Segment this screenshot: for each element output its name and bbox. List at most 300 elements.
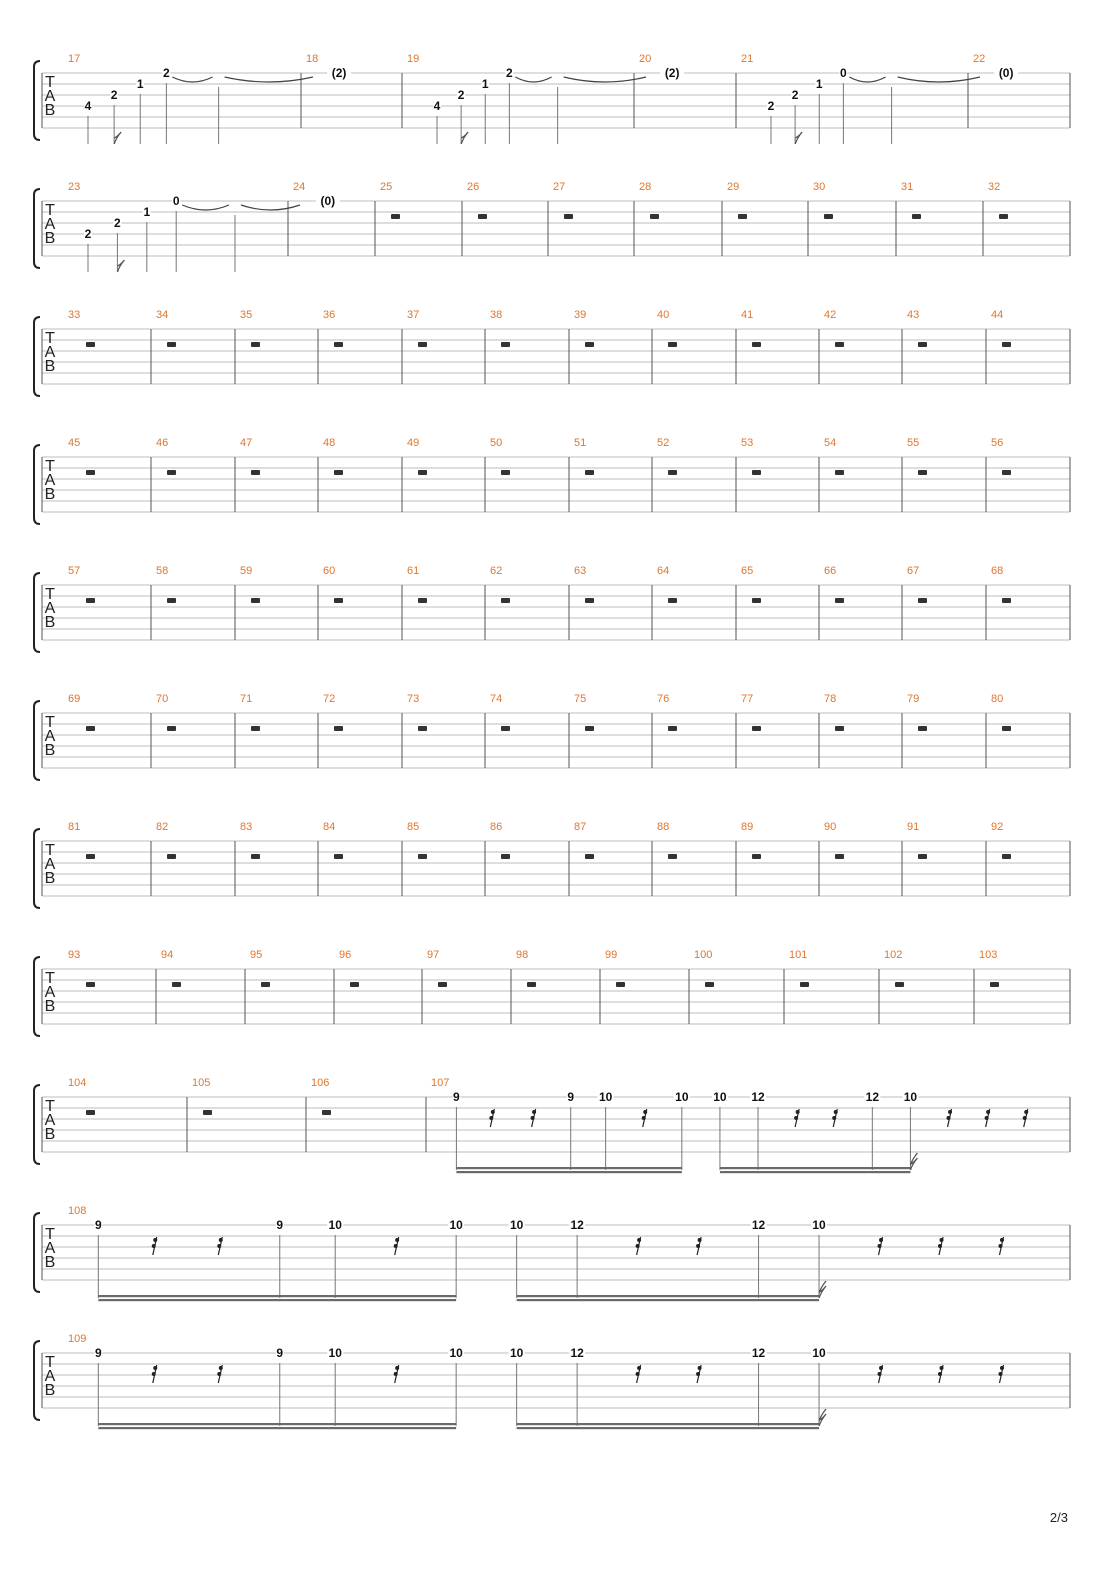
tab-clef-letter: B: [44, 614, 56, 631]
whole-rest: [738, 214, 747, 219]
sixteenth-rest-dot: [998, 1372, 1002, 1376]
fret-number: 10: [328, 1346, 342, 1360]
whole-rest: [86, 854, 95, 859]
measure-number: 85: [407, 821, 420, 833]
whole-rest: [418, 470, 427, 475]
sixteenth-rest-dot: [696, 1244, 700, 1248]
fret-number: 10: [598, 1090, 613, 1104]
tab-clef-letter: A: [44, 1112, 56, 1129]
tab-clef-letter: B: [44, 1126, 56, 1143]
fret-number: 1: [481, 77, 489, 91]
fret-number: 4: [433, 99, 441, 113]
measure-number: 23: [68, 181, 81, 193]
fret-number: 10: [675, 1090, 689, 1104]
tab-clef-letter: B: [44, 102, 56, 119]
measure-number: 76: [657, 693, 670, 705]
fret-number: 2: [163, 66, 170, 80]
whole-rest: [918, 598, 927, 603]
measure-number: 90: [824, 821, 837, 833]
fret-number: 2: [457, 88, 465, 102]
measure-number: 59: [240, 565, 253, 577]
whole-rest: [167, 470, 176, 475]
fret-number: 9: [276, 1346, 284, 1360]
measure-number: 57: [68, 565, 81, 577]
sixteenth-rest-dot: [985, 1116, 989, 1120]
tie-arc: [225, 77, 313, 82]
system-bracket: [34, 1341, 40, 1420]
measure-number: 42: [824, 309, 837, 321]
note-flag: [910, 1158, 917, 1170]
tab-clef-letter: A: [44, 216, 56, 233]
fret-number: 2: [110, 88, 118, 102]
tab-system: [34, 309, 1070, 396]
tab-system: [34, 53, 1070, 144]
fret-number: 10: [812, 1346, 826, 1360]
sixteenth-rest-dot: [796, 1110, 800, 1114]
whole-rest: [334, 598, 343, 603]
sixteenth-rest-dot: [938, 1244, 942, 1248]
whole-rest: [501, 726, 510, 731]
fret-number: 12: [865, 1090, 880, 1104]
measure-number: 31: [901, 181, 914, 193]
fret-number: (2): [331, 66, 347, 80]
tab-clef-letter: A: [44, 1240, 56, 1257]
sixteenth-rest-dot: [698, 1366, 702, 1370]
tab-clef-letter: T: [45, 842, 55, 859]
whole-rest: [391, 214, 400, 219]
measure-number: 24: [293, 181, 306, 193]
measure-number: 89: [741, 821, 754, 833]
whole-rest: [918, 726, 927, 731]
fret-number: 12: [751, 1090, 765, 1104]
measure-number: 107: [431, 1077, 450, 1089]
whole-rest: [418, 854, 427, 859]
fret-number: (0): [320, 194, 336, 208]
measure-number: 88: [657, 821, 670, 833]
fret-number: 12: [751, 1346, 766, 1360]
sixteenth-rest-dot: [1024, 1110, 1028, 1114]
measure-number: 60: [323, 565, 336, 577]
sixteenth-rest-dot: [636, 1244, 640, 1248]
tab-system: [34, 1333, 1070, 1429]
tab-clef-letter: A: [44, 472, 56, 489]
measure-number: 74: [490, 693, 503, 705]
tab-clef-letter: A: [44, 88, 56, 105]
whole-rest: [895, 982, 904, 987]
beam-secondary: [456, 1171, 681, 1173]
measure-number: 101: [789, 949, 808, 961]
whole-rest: [564, 214, 573, 219]
fret-number: 1: [143, 205, 151, 219]
measure-number: 106: [311, 1077, 330, 1089]
note-flag: [117, 260, 124, 272]
tab-clef-letter: B: [44, 1382, 56, 1399]
tab-clef-letter: T: [45, 458, 55, 475]
measure-number: 66: [824, 565, 837, 577]
system-bracket: [34, 1085, 40, 1164]
beam-secondary: [720, 1171, 911, 1173]
whole-rest: [418, 726, 427, 731]
system-bracket: [34, 573, 40, 652]
tab-clef-letter: T: [45, 1354, 55, 1371]
measure-number: 54: [824, 437, 837, 449]
fret-number: 0: [172, 194, 180, 208]
whole-rest: [501, 598, 510, 603]
measure-number: 78: [824, 693, 837, 705]
fret-number: 1: [136, 77, 144, 91]
tab-system: [34, 437, 1070, 524]
measure-number: 93: [68, 949, 81, 961]
tab-clef-letter: B: [44, 870, 56, 887]
whole-rest: [835, 342, 844, 347]
tie-arc: [515, 77, 551, 82]
whole-rest: [824, 214, 833, 219]
sixteenth-rest-dot: [938, 1372, 942, 1376]
system-bracket: [34, 189, 40, 268]
whole-rest: [585, 470, 594, 475]
tab-clef-letter: T: [45, 586, 55, 603]
fret-number: 4: [84, 99, 92, 113]
whole-rest: [1002, 470, 1011, 475]
measure-number: 41: [741, 309, 754, 321]
whole-rest: [585, 726, 594, 731]
tab-clef-letter: B: [44, 1254, 56, 1271]
tab-clef-letter: A: [44, 1368, 56, 1385]
measure-number: 71: [240, 693, 253, 705]
measure-number: 97: [427, 949, 440, 961]
measure-number: 53: [741, 437, 754, 449]
measure-number: 92: [991, 821, 1004, 833]
measure-number: 26: [467, 181, 480, 193]
whole-rest: [251, 854, 260, 859]
fret-number: 10: [509, 1218, 524, 1232]
measure-number: 94: [161, 949, 174, 961]
sixteenth-rest-dot: [217, 1244, 221, 1248]
measure-number: 108: [68, 1205, 87, 1217]
whole-rest: [501, 854, 510, 859]
whole-rest: [86, 982, 95, 987]
whole-rest: [918, 854, 927, 859]
sixteenth-rest-dot: [491, 1110, 495, 1114]
measure-number: 72: [323, 693, 336, 705]
system-bracket: [34, 445, 40, 524]
tie-arc: [241, 205, 300, 210]
measure-number: 68: [991, 565, 1004, 577]
fret-number: 9: [453, 1090, 460, 1104]
measure-number: 91: [907, 821, 920, 833]
whole-rest: [251, 342, 260, 347]
sixteenth-rest-dot: [637, 1366, 641, 1370]
fret-number: 10: [713, 1090, 727, 1104]
tab-clef-letter: T: [45, 1098, 55, 1115]
sixteenth-rest-dot: [636, 1372, 640, 1376]
sixteenth-rest-dot: [532, 1110, 536, 1114]
whole-rest: [668, 854, 677, 859]
measure-number: 55: [907, 437, 920, 449]
tab-clef-letter: B: [44, 230, 56, 247]
fret-number: 1: [815, 77, 823, 91]
fret-number: 10: [449, 1218, 463, 1232]
measure-number: 83: [240, 821, 253, 833]
fret-number: 2: [767, 99, 775, 113]
measure-number: 21: [741, 53, 754, 65]
measure-number: 69: [68, 693, 81, 705]
sixteenth-rest-dot: [832, 1116, 836, 1120]
whole-rest: [585, 598, 594, 603]
tab-system: [34, 1205, 1070, 1301]
tie-arc: [172, 77, 212, 82]
measure-number: 81: [68, 821, 81, 833]
beam-primary: [98, 1295, 456, 1297]
sixteenth-rest-dot: [642, 1116, 646, 1120]
whole-rest: [1002, 342, 1011, 347]
measure-number: 77: [741, 693, 754, 705]
system-bracket: [34, 1213, 40, 1292]
whole-rest: [835, 726, 844, 731]
whole-rest: [912, 214, 921, 219]
whole-rest: [668, 342, 677, 347]
measure-number: 84: [323, 821, 336, 833]
whole-rest: [167, 854, 176, 859]
whole-rest: [616, 982, 625, 987]
fret-number: 9: [567, 1090, 575, 1104]
whole-rest: [501, 342, 510, 347]
fret-number: 12: [751, 1218, 766, 1232]
tab-clef-letter: T: [45, 202, 55, 219]
whole-rest: [167, 598, 176, 603]
beam-secondary: [98, 1427, 456, 1429]
sixteenth-rest-dot: [1023, 1116, 1027, 1120]
measure-number: 47: [240, 437, 253, 449]
tab-clef-letter: A: [44, 856, 56, 873]
measure-number: 25: [380, 181, 393, 193]
beam-primary: [456, 1167, 681, 1169]
tab-clef-letter: A: [44, 728, 56, 745]
whole-rest: [251, 726, 260, 731]
measure-number: 37: [407, 309, 420, 321]
measure-number: 36: [323, 309, 336, 321]
sixteenth-rest-dot: [834, 1110, 838, 1114]
measure-number: 99: [605, 949, 618, 961]
measure-number: 20: [639, 53, 652, 65]
whole-rest: [668, 470, 677, 475]
fret-number: 0: [840, 66, 847, 80]
sixteenth-rest-dot: [879, 1238, 883, 1242]
whole-rest: [835, 470, 844, 475]
whole-rest: [835, 598, 844, 603]
whole-rest: [261, 982, 270, 987]
tie-arc: [849, 77, 885, 82]
measure-number: 64: [657, 565, 670, 577]
measure-number: 109: [68, 1333, 87, 1345]
sixteenth-rest-dot: [947, 1116, 951, 1120]
system-bracket: [34, 701, 40, 780]
measure-number: 34: [156, 309, 169, 321]
page-number: 2/3: [1049, 1510, 1068, 1525]
whole-rest: [800, 982, 809, 987]
measure-number: 75: [574, 693, 587, 705]
whole-rest: [334, 342, 343, 347]
whole-rest: [334, 854, 343, 859]
beam-primary: [517, 1295, 819, 1297]
whole-rest: [918, 470, 927, 475]
whole-rest: [650, 214, 659, 219]
note-flag: [795, 132, 802, 144]
measure-number: 58: [156, 565, 169, 577]
measure-number: 100: [694, 949, 713, 961]
sixteenth-rest-dot: [219, 1366, 223, 1370]
sixteenth-rest-dot: [152, 1244, 156, 1248]
fret-number: (0): [998, 66, 1014, 80]
whole-rest: [438, 982, 447, 987]
measure-number: 79: [907, 693, 920, 705]
whole-rest: [752, 470, 761, 475]
sixteenth-rest-dot: [637, 1238, 641, 1242]
measure-number: 87: [574, 821, 587, 833]
whole-rest: [350, 982, 359, 987]
whole-rest: [418, 598, 427, 603]
sixteenth-rest-dot: [948, 1110, 952, 1114]
sixteenth-rest-dot: [878, 1244, 882, 1248]
sixteenth-rest-dot: [940, 1238, 944, 1242]
sixteenth-rest-dot: [219, 1238, 223, 1242]
measure-number: 61: [407, 565, 420, 577]
whole-rest: [167, 342, 176, 347]
fret-number: 12: [570, 1346, 584, 1360]
beam-primary: [720, 1167, 911, 1169]
tab-system: [34, 565, 1070, 652]
beam-secondary: [517, 1427, 819, 1429]
beam-secondary: [517, 1299, 819, 1301]
fret-number: 10: [449, 1346, 463, 1360]
sixteenth-rest-dot: [531, 1116, 535, 1120]
whole-rest: [990, 982, 999, 987]
sixteenth-rest-dot: [217, 1372, 221, 1376]
measure-number: 103: [979, 949, 998, 961]
fret-number: 10: [328, 1218, 342, 1232]
sixteenth-rest-dot: [489, 1116, 493, 1120]
tab-clef-letter: B: [44, 358, 56, 375]
sixteenth-rest-dot: [1000, 1366, 1004, 1370]
fret-number: 9: [94, 1346, 102, 1360]
sixteenth-rest-dot: [394, 1372, 398, 1376]
fret-number: 10: [903, 1090, 918, 1104]
note-flag: [114, 132, 121, 144]
measure-number: 45: [68, 437, 81, 449]
whole-rest: [172, 982, 181, 987]
measure-number: 33: [68, 309, 81, 321]
tab-clef-letter: A: [44, 344, 56, 361]
whole-rest: [752, 598, 761, 603]
system-bracket: [34, 61, 40, 140]
measure-number: 32: [988, 181, 1001, 193]
sixteenth-rest-dot: [986, 1110, 990, 1114]
beam-primary: [517, 1423, 819, 1425]
fret-number: 2: [791, 88, 799, 102]
fret-number: (2): [664, 66, 680, 80]
measure-number: 70: [156, 693, 169, 705]
whole-rest: [418, 342, 427, 347]
measure-number: 46: [156, 437, 169, 449]
measure-number: 98: [516, 949, 529, 961]
whole-rest: [86, 1110, 95, 1115]
note-flag: [819, 1286, 826, 1298]
measure-number: 30: [813, 181, 826, 193]
fret-number: 2: [506, 66, 513, 80]
note-flag: [461, 132, 468, 144]
fret-number: 10: [509, 1346, 524, 1360]
whole-rest: [251, 470, 260, 475]
tab-system: [34, 181, 1070, 272]
sixteenth-rest-dot: [878, 1372, 882, 1376]
measure-number: 62: [490, 565, 503, 577]
tab-system: [34, 693, 1070, 780]
tab-system: [34, 1077, 1070, 1173]
measure-number: 56: [991, 437, 1004, 449]
tab-clef-letter: T: [45, 330, 55, 347]
system-bracket: [34, 829, 40, 908]
measure-number: 63: [574, 565, 587, 577]
measure-number: 17: [68, 53, 81, 65]
measure-number: 95: [250, 949, 263, 961]
measure-number: 50: [490, 437, 503, 449]
whole-rest: [334, 470, 343, 475]
whole-rest: [86, 598, 95, 603]
whole-rest: [585, 854, 594, 859]
whole-rest: [1002, 726, 1011, 731]
measure-number: 80: [991, 693, 1004, 705]
measure-number: 39: [574, 309, 587, 321]
whole-rest: [478, 214, 487, 219]
tab-clef-letter: A: [44, 600, 56, 617]
system-bracket: [34, 317, 40, 396]
whole-rest: [752, 726, 761, 731]
fret-number: 10: [812, 1218, 826, 1232]
system-bracket: [34, 957, 40, 1036]
tab-clef-letter: T: [45, 970, 55, 987]
sixteenth-rest-dot: [879, 1366, 883, 1370]
sixteenth-rest-dot: [153, 1366, 157, 1370]
tab-clef-letter: B: [44, 742, 56, 759]
tie-arc: [182, 205, 229, 210]
whole-rest: [86, 470, 95, 475]
measure-number: 51: [574, 437, 587, 449]
measure-number: 65: [741, 565, 754, 577]
tab-clef-letter: T: [45, 74, 55, 91]
measure-number: 22: [973, 53, 986, 65]
measure-number: 40: [657, 309, 670, 321]
measure-number: 49: [407, 437, 420, 449]
measure-number: 38: [490, 309, 503, 321]
whole-rest: [203, 1110, 212, 1115]
sixteenth-rest-dot: [698, 1238, 702, 1242]
measure-number: 86: [490, 821, 503, 833]
whole-rest: [86, 342, 95, 347]
measure-number: 18: [306, 53, 319, 65]
measure-number: 105: [192, 1077, 211, 1089]
sixteenth-rest-dot: [153, 1238, 157, 1242]
fret-number: 9: [94, 1218, 102, 1232]
measure-number: 35: [240, 309, 253, 321]
sixteenth-rest-dot: [395, 1366, 399, 1370]
note-flag: [819, 1414, 826, 1426]
measure-number: 27: [553, 181, 566, 193]
whole-rest: [251, 598, 260, 603]
whole-rest: [705, 982, 714, 987]
measure-number: 67: [907, 565, 920, 577]
sixteenth-rest-dot: [940, 1366, 944, 1370]
sixteenth-rest-dot: [696, 1372, 700, 1376]
